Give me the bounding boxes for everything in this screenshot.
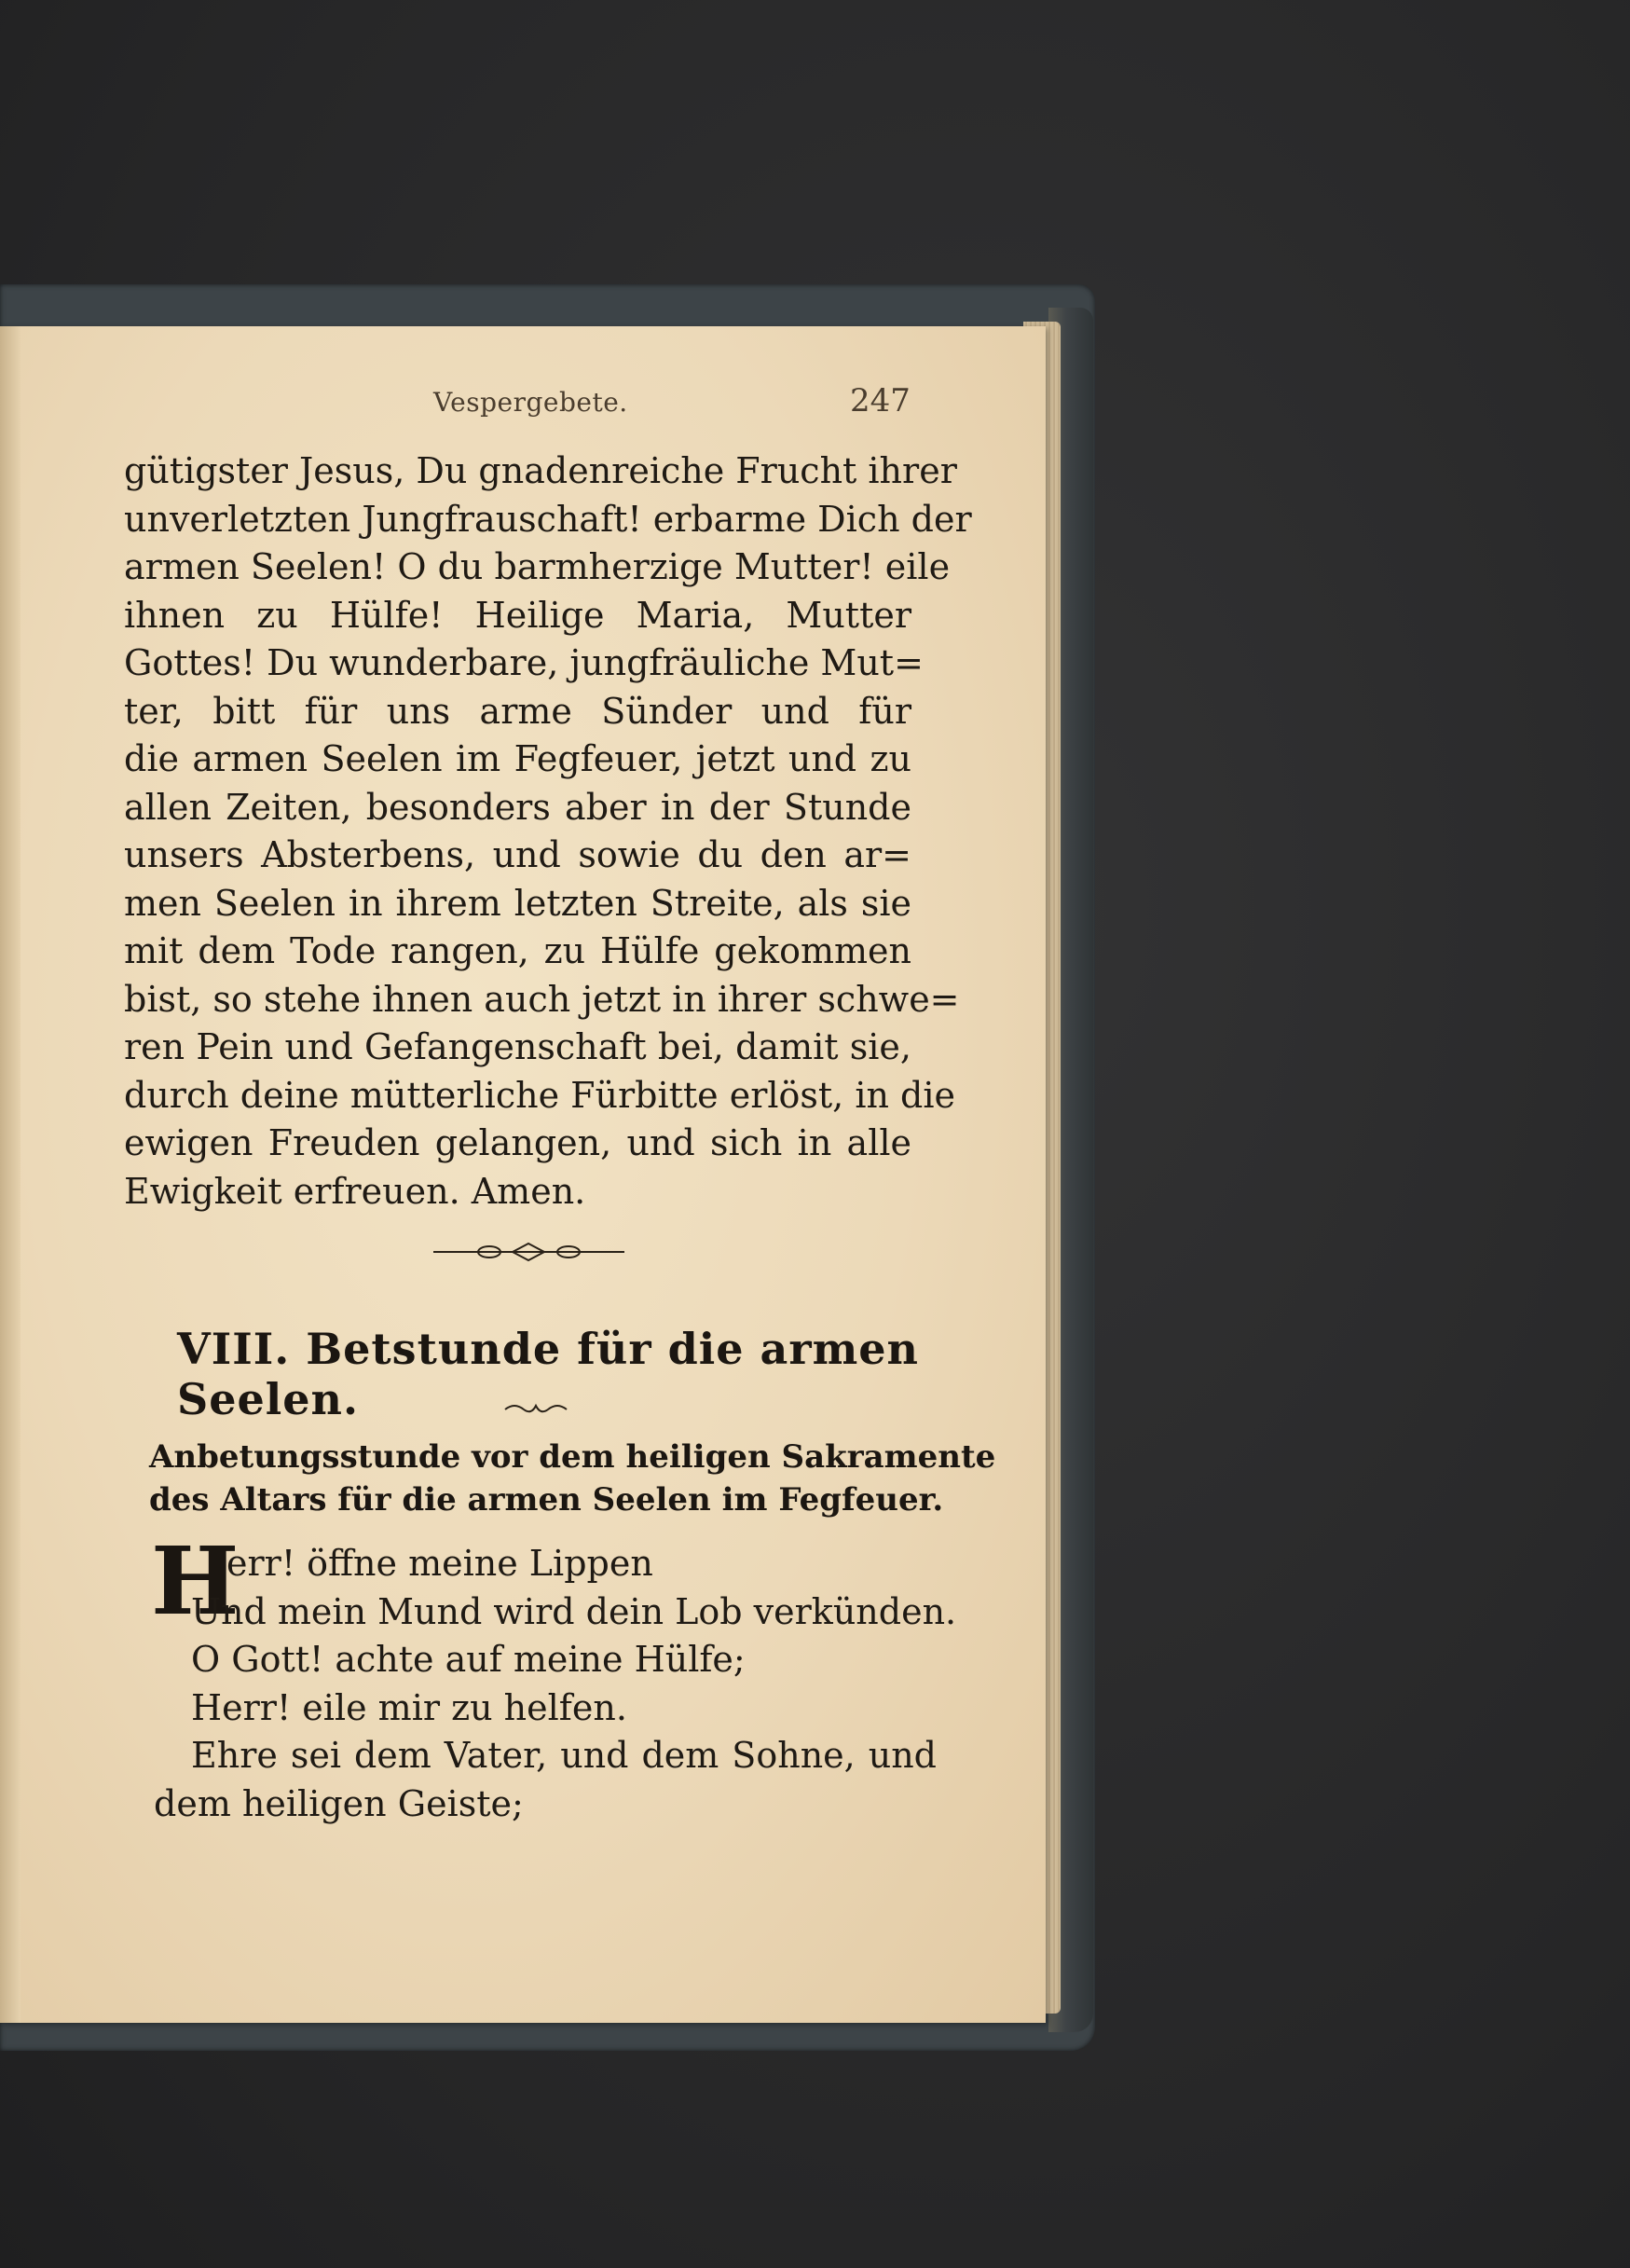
body-line: unverletzten Jungfrauschaft! erbarme Dich der: [124, 498, 972, 540]
page-gutter: [0, 326, 21, 2023]
body-line: durch deine mütterliche Fürbitte erlöst, in die: [124, 1074, 956, 1116]
drop-cap: H: [151, 1526, 240, 1636]
prayer-line: Ehre sei dem Vater, und dem Sohne, und: [191, 1735, 937, 1776]
body-line: ter, bitt für uns arme Sünder und für: [124, 690, 911, 732]
prayer-verses: [154, 1540, 957, 1828]
subheading-line: des Altars für die armen Seelen im Fegfeuer.: [149, 1481, 944, 1519]
body-line: ren Pein und Gefangenschaft bei, damit sie,: [124, 1026, 911, 1067]
body-line: unsers Absterbens, und sowie du den ar=: [124, 834, 911, 875]
body-line: die armen Seelen im Fegfeuer, jetzt und zu: [124, 738, 911, 779]
section-heading: VIII. Betstunde für die armen Seelen.: [177, 1324, 919, 1424]
body-line: armen Seelen! O du barmherzige Mutter! eile: [124, 546, 951, 587]
body-line: bist, so stehe ihnen auch jetzt in ihrer schwe=: [124, 978, 960, 1020]
subheading: [149, 1436, 996, 1521]
prayer-line: err! öffne meine Lippen: [226, 1543, 653, 1584]
body-line: Ewigkeit erfreuen. Amen.: [124, 1170, 586, 1212]
body-paragraph: [124, 447, 972, 1216]
body-line: ihnen zu Hülfe! Heilige Maria, Mutter: [124, 594, 911, 636]
body-line: allen Zeiten, besonders aber in der Stunde: [124, 786, 911, 828]
page-number: 247: [850, 382, 911, 419]
body-line: gütigster Jesus, Du gnadenreiche Frucht ihrer: [124, 450, 957, 491]
prayer-line: Und mein Mund wird dein Lob verkünden.: [191, 1590, 957, 1632]
prayer-line: dem heiligen Geiste;: [154, 1782, 524, 1824]
body-line: ewigen Freuden gelangen, und sich in alle: [124, 1122, 911, 1163]
prayer-line: O Gott! achte auf meine Hülfe;: [191, 1639, 746, 1680]
running-head: Vespergebete.: [433, 387, 628, 418]
body-line: men Seelen in ihrem letzten Streite, als sie: [124, 882, 911, 924]
body-line: mit dem Tode rangen, zu Hülfe gekommen: [124, 930, 911, 971]
subheading-line: Anbetungsstunde vor dem heiligen Sakramente: [149, 1438, 996, 1476]
prayer-line: Herr! eile mir zu helfen.: [191, 1686, 627, 1728]
ornament-divider: [433, 1236, 624, 1268]
body-line: Gottes! Du wunderbare, jungfräuliche Mut=: [124, 642, 924, 683]
small-ornament: [503, 1398, 568, 1417]
